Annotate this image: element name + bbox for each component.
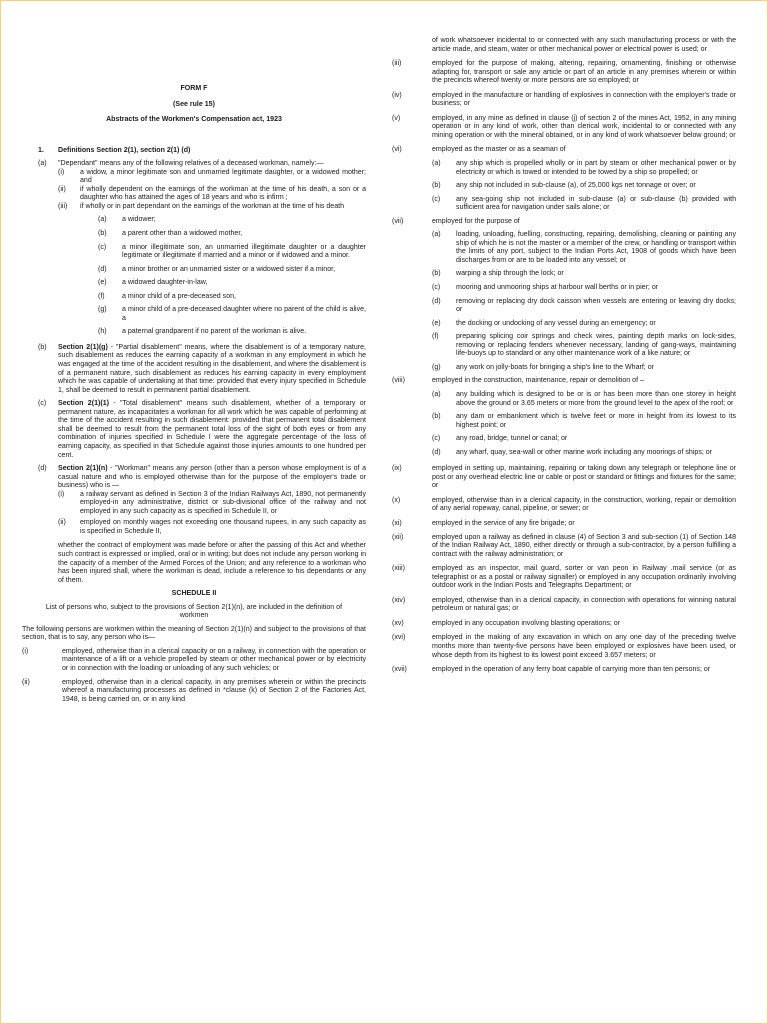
item-text: employed in the making of any excavation in which on any one day of the preceding twelve months more than twenty-five persons have been employed or explosives have been used, or whose depth from its highest to its lowest point exceed 3.657 meters; or	[432, 634, 736, 659]
whether-clause: whether the contract of employment was made before or after the passing of this Act and whether such contract is expressed or implied, oral or in writing; but does not include any person working in the capacity of a member of the Armed Forces of the Union; and any reference to a workman who has been injured shall, where the workman is dead, include a reference to his dependants or any of them.	[58, 542, 366, 584]
item-label: (f)	[98, 292, 105, 300]
item-text: a minor child of a pre-deceased son,	[122, 292, 236, 300]
item-text: removing or replacing dry dock caisson when vessels are entering or leaving dry docks; or	[456, 297, 736, 314]
def-text: - "Partial disablement" means, where the disablement is of a temporary nature, such disablement as reduces the earning capacity of a workman in any employment in which he was engaged at the time of the accident resulting in the disablement, and where the disablement is of a permanent nature, such disablement as reduces his earning capacity in every employment which he was capable of undertaking at that time: provided that every injury specified in Schedule 1, shall be deemed to result in permanent partial disablement.	[58, 343, 366, 394]
item-text: any dam or embankment which is twelve feet or more in height from its lowest to its highest point; or	[456, 413, 736, 429]
item-label: (vii)	[392, 217, 404, 225]
item-label: (i)	[22, 647, 29, 655]
item-label: (g)	[432, 363, 441, 371]
def-section-ref: Section 2(1)(n)	[58, 465, 108, 473]
item-label: (d)	[98, 265, 107, 273]
list-item	[22, 169, 366, 186]
def-section-ref: Section 2(1)(1)	[58, 400, 109, 408]
item-text: employed for the purpose of	[432, 217, 520, 225]
item-label: (ii)	[58, 519, 66, 527]
list-item	[22, 328, 366, 337]
item-label: (xi)	[392, 519, 402, 527]
item-label: (b)	[432, 182, 441, 190]
item-label: (a)	[98, 216, 107, 224]
item-label: (ix)	[392, 465, 402, 473]
item-text: employed in any occupation involving blasting operations; or	[432, 619, 621, 627]
item-text: a widowed daughter-in-law,	[122, 279, 208, 287]
schedule-title: SCHEDULE II	[171, 590, 217, 598]
item-label: (h)	[98, 328, 107, 336]
list-item	[392, 497, 736, 514]
schedule-subtitle: List of persons who, subject to the provisions of Section 2(1)(n), are included in the definition of workmen	[45, 603, 343, 620]
item-text: any wharf, quay, sea-wall or other marine work including any moorings of ships; or	[456, 448, 713, 456]
item-label: (xiv)	[392, 596, 406, 604]
item-label: (b)	[432, 270, 441, 278]
def-section-ref: Section 2(1)(g)	[58, 343, 108, 351]
item-text: employed in the service of any fire brigade; or	[432, 519, 575, 527]
item-label: (c)	[432, 195, 441, 203]
list-item	[22, 679, 366, 705]
item-text: loading, unloading, fuelling, constructing, repairing, demolishing, cleaning or painting any ship of which he is not the master or a member of the crew, or handling or transport within the limits of any port, subject to the Indian Ports Act, 1908 of goods which have been discharges from or are to be loaded into any vessel; or	[456, 231, 736, 264]
item-label: (ii)	[58, 185, 66, 193]
item-label: (iv)	[392, 91, 402, 99]
def-partial-disablement	[22, 344, 366, 395]
item-label: (d)	[432, 448, 441, 456]
item-label: (c)	[98, 243, 107, 251]
item-label: (xiii)	[392, 565, 405, 573]
item-text: employed in the construction, maintenance, repair or demolition of –	[432, 377, 644, 385]
list-item	[392, 413, 736, 430]
item-label: (b)	[432, 413, 441, 421]
def-label: (a)	[38, 160, 47, 168]
list-item	[392, 449, 736, 458]
item-text: employed upon a railway as defined in clause (4) of Section 3 and sub-section (1) of Section 148 of the Indian Railway Act, 1890, either directly or through a sub-contractor, by a person fulfilling a contract with the railway administration; or	[432, 533, 736, 558]
list-item	[392, 520, 736, 529]
list-item	[392, 60, 736, 86]
list-item	[392, 160, 736, 177]
item-text: if wholly or in part dependant on the earnings of the workman at the time of his death	[80, 202, 345, 210]
item-label: (a)	[432, 390, 441, 398]
item-text: employed, otherwise than in a clerical capacity, in any premises wherein or within the precincts whereof a manufacturing processes as defined in *clause (k) of Section 2 of the Factories Act, 1948, is being carried on, or in any kind	[62, 678, 366, 703]
list-item	[392, 391, 736, 408]
abstract-title: Abstracts of the Workmen's Compensation act, 1923	[106, 116, 282, 124]
item-label: (xv)	[392, 619, 404, 627]
list-item	[22, 203, 366, 212]
item-label: (i)	[58, 490, 65, 498]
section-number: 1.	[38, 146, 44, 154]
left-column	[22, 0, 366, 704]
item-text: a minor illegitimate son, an unmarried illegitimate daughter or a daughter legitimate or illegitimate if married and a minor or if widowed and a minor.	[122, 243, 366, 260]
def-label: (c)	[38, 400, 47, 408]
item-text: any sea-going ship not included in sub-clause (a) or sub-clause (b) provided with sufficient area for navigation under sails alone; or	[456, 195, 736, 212]
list-item	[22, 491, 366, 517]
def-text: - "Workman" means any person (other than a person whose employment is of a casual nature and who is employed otherwise than for the purpose of the employer's trade or business) who is —	[58, 465, 366, 490]
item-text: a parent other than a widowed mother,	[122, 230, 243, 238]
item-label: (d)	[432, 297, 441, 305]
item-text: employed on monthly wages not exceeding one thousand rupees, in any such capacity as is specified in Schedule II,	[80, 519, 366, 535]
item-label: (g)	[98, 306, 107, 314]
item-text: employed, in any mine as defined in clause (j) of section 2 of the mines Act, 1952, in any mining operation or in any kind of work, other than clerical work, incidental to or connected with any mining operation or with the mineral obtained, or in any kind of work whatsoever below ground; or	[432, 114, 736, 139]
def-text: - "Total disablement" means such disablement, whether of a temporary or permanent nature, as incapacitates a workman for all work which he was capable of performing at the time of the accident resulting in such disablement: provided that permanent total disablement shall be deemed to result from the permanent total loss of the sight of both eyes or from any combination of injuries specified in Schedule I were the aggregate percentage of the loss of earning capacity, as specified in that Schedule against those injuries amounts to one hundred per cent.	[58, 400, 366, 459]
list-item	[22, 186, 366, 203]
list-item	[392, 634, 736, 660]
item-label: (c)	[432, 435, 441, 443]
list-item	[22, 648, 366, 674]
item-label: (iii)	[58, 202, 68, 210]
item-label: (a)	[432, 231, 441, 239]
item-text: a railway servant as defined in Section 3 of the Indian Railways Act, 1890, not permanently employed-in any administrative, district or sub-divisional office of the railway and not employed in any such capacity as is specified in Schedule II, or	[80, 490, 366, 515]
item-text: employed, otherwise than in a clerical capacity, in connection with operations for winning natural petroleum or natural gas; or	[432, 596, 736, 613]
item-text: a widow, a minor legitimate son and unmarried legitimate daughter, or a widowed mother; and	[80, 168, 366, 185]
list-item	[22, 244, 366, 261]
item-label: (iii)	[392, 60, 402, 68]
list-item	[22, 216, 366, 225]
list-item	[392, 284, 736, 293]
list-item	[392, 146, 736, 155]
item-text: any building which is designed to be or is or has been more than one storey in height above the ground or 3.65 meters or more from the ground level to the apex of the roof; or	[456, 390, 736, 407]
item-text: mooring and unmooring ships at harbour wall berths or in pier; or	[456, 284, 659, 292]
list-item	[22, 306, 366, 323]
item-text: employed in the operation of any ferry boat capable of carrying more than ten persons; or	[432, 666, 711, 674]
item-label: (x)	[392, 496, 401, 504]
list-item	[392, 298, 736, 315]
item-label: (f)	[432, 333, 439, 341]
list-item	[22, 519, 366, 536]
list-item	[22, 266, 366, 275]
def-workman	[22, 465, 366, 491]
list-item	[392, 364, 736, 373]
item-label: (a)	[432, 160, 441, 168]
list-item	[22, 230, 366, 239]
item-label: (vi)	[392, 146, 402, 154]
item-text: employed as the master or as a seaman of	[432, 146, 566, 154]
list-item	[392, 597, 736, 614]
definitions-heading	[22, 147, 366, 156]
right-column	[392, 0, 736, 675]
list-item	[392, 666, 736, 675]
list-item	[392, 92, 736, 109]
def-label: (d)	[38, 465, 47, 473]
item-text: employed for the purpose of making, altering, repairing, ornamenting, finishing or otherwise adapting for, transport or sale any article or part of an article in any premises wherein or within the precincts whereof twenty or more persons are so employed; or	[432, 60, 736, 85]
item-text: any road, bridge, tunnel or canal; or	[456, 435, 568, 443]
item-label: (viii)	[392, 377, 405, 385]
list-item	[392, 115, 736, 141]
schedule-intro: The following persons are workmen within the meaning of Section 2(1)(n) and subject to the provisions of that section, that is to say, any person who is—	[22, 625, 366, 642]
list-item	[392, 465, 736, 491]
item-text: employed as an inspector, mail guard, sorter or van peon in Railway .mail service (or as telegraphist or as a postal or railway signaller) or employed in any occupation ordinarily involving outdoor work in the Indian Posts and Telegraphs Department; or	[432, 565, 736, 590]
item-label: (xii)	[392, 533, 404, 541]
item-label: (c)	[432, 284, 441, 292]
item-text: employed, otherwise than in a clerical capacity, in the construction, working, repair or demolition of any aerial ropeway, canal, pipeline, or sewer; or	[432, 496, 736, 513]
item-label: (v)	[392, 114, 401, 122]
item-text: a widower;	[122, 216, 156, 224]
def-label: (b)	[38, 343, 47, 351]
list-item	[22, 279, 366, 288]
list-item	[22, 293, 366, 302]
item-text: warping a ship through the lock; or	[456, 270, 564, 278]
section-title: Definitions Section 2(1), section 2(1) (d)	[58, 146, 191, 154]
def-total-disablement	[22, 400, 366, 460]
item-text: any ship not included in sub-clause (a), of 25,000 kgs net tonnage or over; or	[456, 182, 696, 190]
continuation-text: of work whatsoever incidental to or connected with any such manufacturing process or with the article made, and steam, water or other mechanical power or electrical power is used; or	[432, 37, 736, 53]
item-text: if wholly dependent on the earnings of the workman at the time of his death, a son or a daughter who has attained the ages of 18 years and who is infirm ;	[80, 185, 366, 202]
def-dependant	[22, 160, 366, 169]
list-item	[392, 270, 736, 279]
item-text: any ship which is propelled wholly or in part by steam or other mechanical power or by electricity or which is towed or intended to be towed by a ship so propelled; or	[456, 160, 736, 176]
item-label: (i)	[58, 168, 65, 176]
item-label: (xvii)	[392, 666, 407, 674]
item-label: (xvi)	[392, 634, 406, 642]
item-text: a paternal grandparent if no parent of the workman is alive.	[122, 328, 307, 336]
list-item	[392, 377, 736, 386]
list-item	[392, 333, 736, 359]
item-text: the docking or undocking of any vessel during an emergency; or	[456, 319, 656, 327]
list-item	[392, 435, 736, 444]
list-item	[392, 534, 736, 560]
item-label: (ii)	[22, 678, 30, 686]
list-item	[392, 196, 736, 213]
item-label: (b)	[98, 230, 107, 238]
item-text: employed in setting up, maintaining, repairing or taking down any telegraph or telephone line or post or any overhead electric line or cable or post or standard or fittings and fixtures for the same; or	[432, 465, 736, 490]
item-text: a minor child of a pre-deceased daughter where no parent of the child is alive, a	[122, 306, 366, 322]
rule-reference: (See rule 15)	[173, 100, 215, 108]
list-item	[392, 218, 736, 227]
item-label: (e)	[432, 319, 441, 327]
list-item	[392, 565, 736, 591]
item-text: any work on jolly-boats for bringing a ship's line to the Wharf; or	[456, 363, 654, 371]
item-text: employed, otherwise than in a clerical capacity or on a railway, in connection with the operation or maintenance of a lift or a vehicle propelled by steam or other mechanical power or by electricity or in connection with the loading or unloading of any such vehicles; or	[62, 647, 366, 672]
form-title: FORM F	[180, 85, 208, 92]
list-item	[392, 182, 736, 191]
list-item	[392, 620, 736, 629]
def-text: "Dependant" means any of the following relatives of a deceased workman, namely:—	[58, 160, 324, 168]
list-item	[392, 231, 736, 265]
item-text: employed in the manufacture or handling of explosives in connection with the employer's trade or business; or	[432, 91, 736, 108]
item-label: (e)	[98, 279, 107, 287]
item-text: preparing splicing coir springs and check wires, painting depth marks on lock-sides, removing or replacing fenders whenever necessary, landing of gang-ways, maintaining life-buoys up to standard or any other maintenance work of a like nature; or	[456, 333, 736, 358]
list-item	[392, 320, 736, 329]
item-text: a minor brother or an unmarried sister or a widowed sister if a minor,	[122, 265, 336, 273]
